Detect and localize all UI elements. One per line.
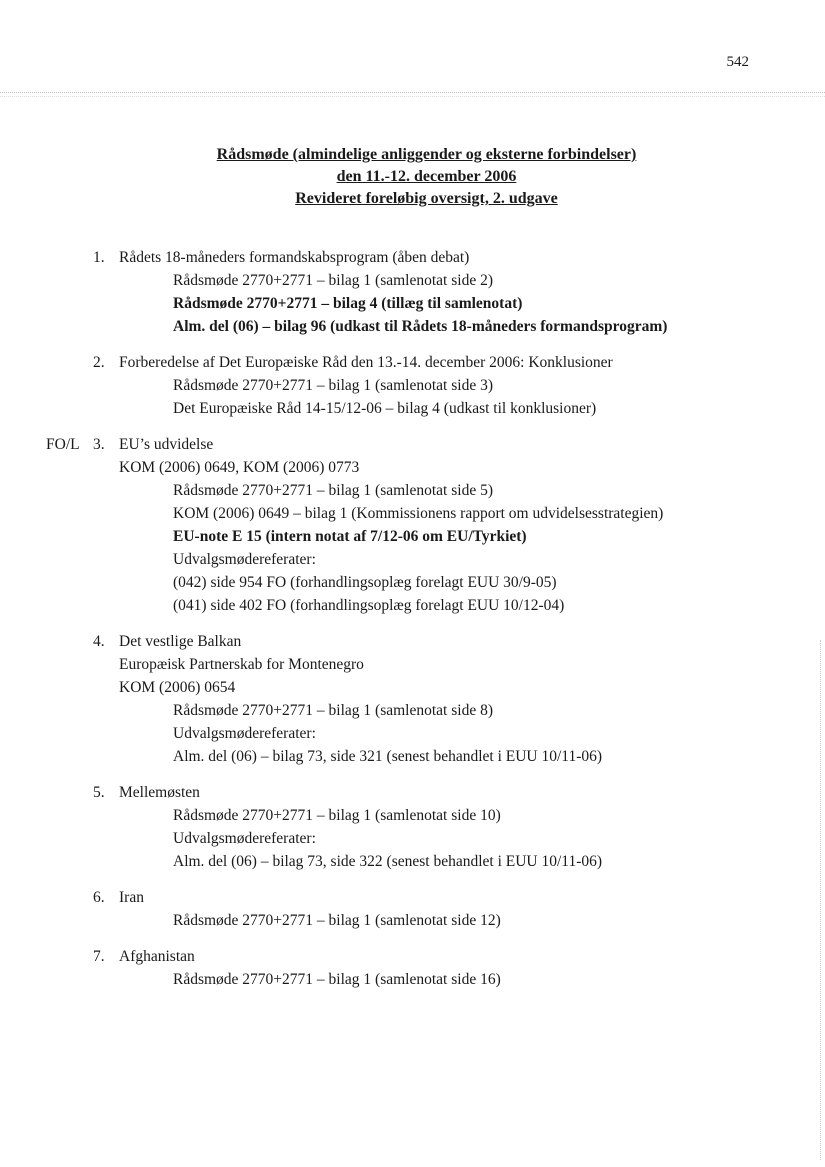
agenda-item-document: Alm. del (06) – bilag 73, side 322 (senest behandlet i EUU 10/11-06)	[173, 853, 603, 870]
agenda-item-title: EU’s udvidelse	[119, 436, 214, 453]
agenda-item-document: Rådsmøde 2770+2771 – bilag 4 (tillæg til samlenotat)	[173, 295, 523, 312]
agenda-item-title: Det vestlige Balkan	[119, 633, 242, 650]
agenda-item	[0, 945, 825, 991]
agenda-item-document: Alm. del (06) – bilag 73, side 321 (senest behandlet i EUU 10/11-06)	[173, 748, 603, 765]
document-header	[0, 144, 825, 210]
agenda-item-number: 4.	[93, 633, 105, 650]
agenda-item-document: Rådsmøde 2770+2771 – bilag 1 (samlenotat side 2)	[173, 272, 493, 289]
agenda-item	[0, 433, 825, 617]
agenda-item-document: Rådsmøde 2770+2771 – bilag 1 (samlenotat side 3)	[173, 377, 493, 394]
agenda-item-number: 7.	[93, 948, 105, 965]
header-title: Rådsmøde (almindelige anliggender og eksterne forbindelser)	[216, 146, 637, 163]
agenda-item-document: Udvalgsmødereferater:	[173, 830, 316, 847]
agenda-item-document: Rådsmøde 2770+2771 – bilag 1 (samlenotat side 16)	[173, 971, 501, 988]
agenda-item-number: 6.	[93, 889, 105, 906]
agenda-item-title: Rådets 18-måneders formandskabsprogram (åben debat)	[119, 249, 470, 266]
header-date: den 11.-12. december 2006	[336, 168, 517, 185]
agenda-item	[0, 630, 825, 768]
agenda-item-document: KOM (2006) 0649 – bilag 1 (Kommissionens rapport om udvidelsesstrategien)	[173, 505, 664, 522]
agenda-item-document: Det Europæiske Råd 14-15/12-06 – bilag 4 (udkast til konklusioner)	[173, 400, 597, 417]
agenda-item-document: Udvalgsmødereferater:	[173, 551, 316, 568]
agenda-item-document: (042) side 954 FO (forhandlingsoplæg forelagt EUU 30/9-05)	[173, 574, 557, 591]
agenda-item-reference: KOM (2006) 0649, KOM (2006) 0773	[119, 459, 360, 476]
agenda-item-document: (041) side 402 FO (forhandlingsoplæg forelagt EUU 10/12-04)	[173, 597, 565, 614]
header-subtitle: Revideret foreløbig oversigt, 2. udgave	[295, 190, 558, 207]
agenda-item-reference: Europæisk Partnerskab for Montenegro	[119, 656, 364, 673]
agenda-item-document: Rådsmøde 2770+2771 – bilag 1 (samlenotat side 8)	[173, 702, 493, 719]
page-number: 542	[726, 54, 749, 70]
header-rule	[0, 92, 825, 93]
agenda-item-number: 5.	[93, 784, 105, 801]
agenda-list	[0, 246, 825, 1004]
agenda-item-document: Alm. del (06) – bilag 96 (udkast til Rådets 18-måneders formandsprogram)	[173, 318, 668, 335]
agenda-item-title: Iran	[119, 889, 144, 906]
agenda-item-document: EU-note E 15 (intern notat af 7/12-06 om EU/Tyrkiet)	[173, 528, 527, 545]
agenda-item-document: Rådsmøde 2770+2771 – bilag 1 (samlenotat side 10)	[173, 807, 501, 824]
agenda-item-title: Forberedelse af Det Europæiske Råd den 13.-14. december 2006: Konklusioner	[119, 354, 613, 371]
agenda-item	[0, 351, 825, 420]
agenda-item	[0, 246, 825, 338]
agenda-item-document: Rådsmøde 2770+2771 – bilag 1 (samlenotat side 12)	[173, 912, 501, 929]
agenda-item-reference: KOM (2006) 0654	[119, 679, 236, 696]
agenda-item-number: 2.	[93, 354, 105, 371]
agenda-item-number: 1.	[93, 249, 105, 266]
header-rule-secondary	[0, 96, 825, 97]
agenda-item-document: Rådsmøde 2770+2771 – bilag 1 (samlenotat side 5)	[173, 482, 493, 499]
agenda-item	[0, 886, 825, 932]
agenda-item-number: 3.	[93, 436, 105, 453]
agenda-item-title: Mellemøsten	[119, 784, 200, 801]
agenda-item-title: Afghanistan	[119, 948, 195, 965]
agenda-item-document: Udvalgsmødereferater:	[173, 725, 316, 742]
page-edge	[820, 640, 821, 1160]
agenda-item	[0, 781, 825, 873]
agenda-item-marker: FO/L	[46, 436, 80, 453]
